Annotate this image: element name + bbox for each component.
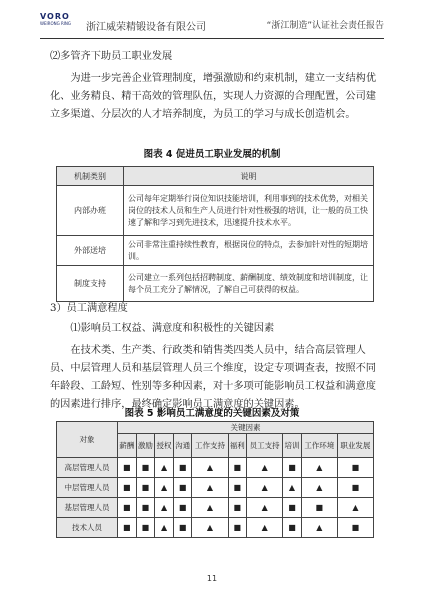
factor-mark: ▲: [192, 498, 228, 518]
factor-header: 激励: [136, 434, 155, 458]
factor-header: 沟通: [173, 434, 192, 458]
factor-mark: ■: [173, 518, 192, 538]
factor-mark: ■: [228, 478, 247, 498]
table-row: [57, 498, 374, 518]
factor-mark: ▲: [155, 458, 174, 478]
report-title: “浙江制造”认证社会责任报告: [266, 21, 384, 31]
mechanism-desc: 公司每年定期举行岗位知识技能培训，利用事到的技术优势，对相关岗位的技术人员和生产人员进行针对性极强的培训，让一般的员工快速了解和学习到先进技术，迅速提升技术水平。: [124, 186, 374, 236]
section2-heading: ⑵多管齐下助员工职业发展: [50, 51, 173, 62]
object-label: 技术人员: [57, 518, 118, 538]
company-name: 浙江威荣精锻设备有限公司: [86, 22, 206, 33]
factor-mark: ■: [118, 478, 137, 498]
factor-header: 职业发展: [337, 434, 373, 458]
mechanism-category: 内部办班: [57, 186, 124, 236]
factor-mark: ■: [118, 458, 137, 478]
table-row: [57, 236, 374, 266]
section3-heading: 3）员工满意程度: [50, 303, 128, 314]
section3-subheading: ⑴影响员工权益、满意度和积极性的关键因素: [70, 323, 275, 334]
factor-header: 福利: [228, 434, 247, 458]
table-header-row: [57, 167, 374, 186]
page-header: [40, 10, 384, 36]
section2-paragraph: 为进一步完善企业管理制度，增强激励和约束机制，建立一支结构优化、业务精良、精干高效的管理队伍，实现人力资源的合理配置，公司建立多渠道、分层次的人才培养制度，为员工的学习与成长创造机会。: [50, 73, 377, 120]
header-divider: [40, 38, 384, 39]
company-logo: VORO WEIRONG RING: [40, 12, 72, 26]
column-group-header: 关键因素: [118, 422, 374, 434]
factor-mark: ■: [173, 478, 192, 498]
factor-mark: ■: [228, 518, 247, 538]
factor-mark: ■: [136, 458, 155, 478]
factor-mark: ■: [337, 478, 373, 498]
factor-mark: ■: [136, 518, 155, 538]
table-row: [57, 266, 374, 302]
factor-mark: ■: [337, 458, 373, 478]
factor-header: 工作环境: [301, 434, 337, 458]
factor-mark: ▲: [337, 498, 373, 518]
table-row: [57, 458, 374, 478]
object-label: 中层管理人员: [57, 478, 118, 498]
factor-mark: ■: [301, 498, 337, 518]
section3-paragraph: 在技术类、生产类、行政类和销售类四类人员中，结合高层管理人员、中层管理人员和基层管理人员三个维度，设定专项调查表，按照不同年龄段、工龄短、性别等多种因素，对十多项可能影响员工权益和满意度的因素进行排序，最终确定影响员工满意度的关键因素。: [50, 345, 376, 410]
factor-mark: ■: [337, 518, 373, 538]
factor-header: 培训: [283, 434, 302, 458]
mechanism-category: 制度支持: [57, 266, 124, 302]
mechanism-desc: 公司非常注重持续性教育，根据岗位的特点，去参加针对性的短期培训。: [124, 236, 374, 266]
factor-mark: ■: [283, 498, 302, 518]
factor-mark: ■: [173, 498, 192, 518]
table4-caption: 图表 4 促进员工职业发展的机制: [143, 149, 281, 160]
factor-mark: ■: [136, 498, 155, 518]
factor-mark: ■: [283, 518, 302, 538]
column-header-object: 对象: [57, 422, 118, 458]
mechanism-desc: 公司建立一系列包括招聘制度、薪酬制度、绩效制度和培训制度，让每个员工充分了解情况，了解自己可获得的权益。: [124, 266, 374, 302]
factor-mark: ■: [228, 498, 247, 518]
factor-mark: ■: [173, 458, 192, 478]
factor-mark: ▲: [283, 478, 302, 498]
factor-mark: ▲: [155, 518, 174, 538]
mechanism-category: 外部送培: [57, 236, 124, 266]
factor-mark: ■: [228, 458, 247, 478]
factor-mark: ▲: [192, 458, 228, 478]
factor-header: 员工支持: [247, 434, 283, 458]
factor-mark: ■: [136, 478, 155, 498]
column-header-desc: 说明: [124, 167, 374, 186]
factor-mark: ▲: [301, 478, 337, 498]
factor-mark: ▲: [247, 478, 283, 498]
factor-mark: ▲: [247, 498, 283, 518]
factor-mark: ▲: [247, 518, 283, 538]
object-label: 高层管理人员: [57, 458, 118, 478]
factor-mark: ■: [118, 518, 137, 538]
factor-header: 授权: [155, 434, 174, 458]
table5-caption: 图表 5 影响员工满意度的关键因素及对策: [124, 408, 300, 419]
factor-mark: ▲: [192, 518, 228, 538]
factor-header: 薪酬: [118, 434, 137, 458]
factor-header: 工作支持: [192, 434, 228, 458]
factor-mark: ▲: [301, 518, 337, 538]
table-row: [57, 518, 374, 538]
object-label: 基层管理人员: [57, 498, 118, 518]
factor-table: [56, 421, 374, 538]
table-header-row: [57, 422, 374, 434]
factor-mark: ▲: [155, 498, 174, 518]
table-row: [57, 186, 374, 236]
table-row: [57, 478, 374, 498]
factor-mark: ▲: [247, 458, 283, 478]
page-number: 11: [206, 574, 218, 583]
factor-mark: ■: [283, 458, 302, 478]
factor-mark: ▲: [301, 458, 337, 478]
factor-mark: ■: [118, 498, 137, 518]
mechanism-table: [56, 166, 374, 302]
factor-mark: ▲: [192, 478, 228, 498]
factor-mark: ▲: [155, 478, 174, 498]
column-header-category: 机制类别: [57, 167, 124, 186]
